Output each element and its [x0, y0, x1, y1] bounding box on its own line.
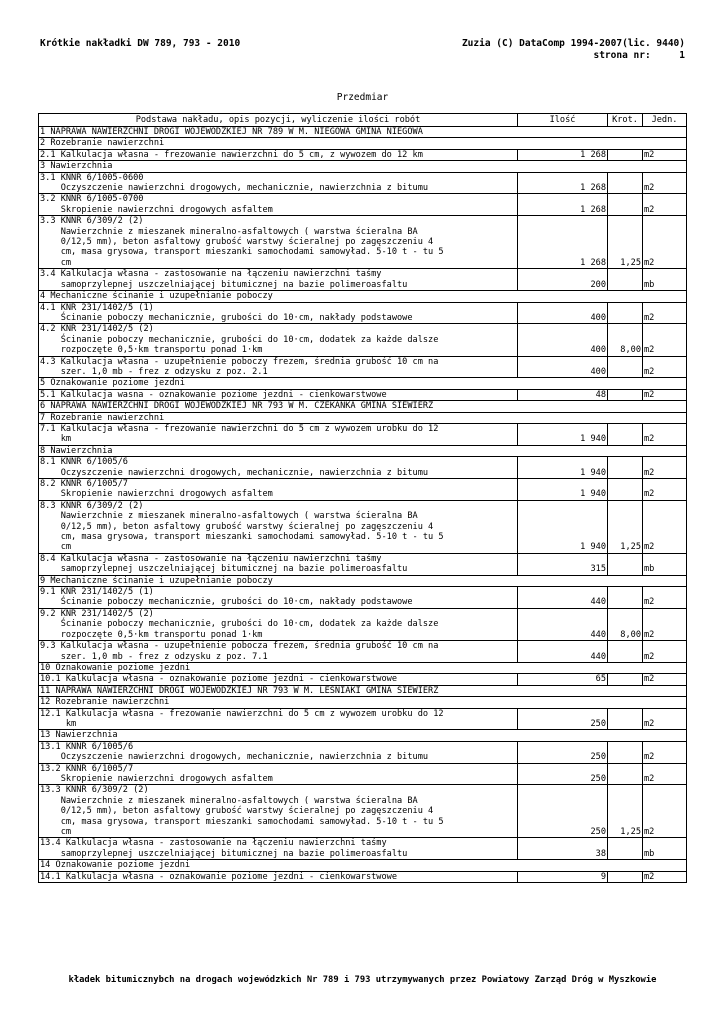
item-description — [39, 708, 518, 730]
program-info: Zuzia (C) DataComp 1994-2007(lic. 9440) — [461, 38, 685, 49]
item-unit: m2 — [643, 587, 687, 609]
item-description — [39, 763, 518, 785]
item-unit: m2 — [643, 216, 687, 269]
item-multiplier: 8,00 — [608, 608, 643, 640]
item-description — [39, 172, 518, 194]
table-row — [39, 194, 687, 216]
description-line: szer. 1,0 mb - frez z odzysku z poz. 7.1 — [40, 651, 268, 662]
item-quantity: 1 268 — [518, 149, 608, 160]
item-multiplier — [608, 871, 643, 882]
description-line: 8.2 KNNR 6/1005/7 — [40, 479, 128, 489]
item-unit: m2 — [643, 172, 687, 194]
description-line: 0/12,5 mm), beton asfaltowy grubość warstwy ścieralnej po zagęszczeniu 4 — [40, 521, 434, 532]
table-row — [39, 423, 687, 445]
description-line: km — [40, 434, 72, 445]
item-multiplier — [608, 838, 643, 860]
item-multiplier: 1,25 — [608, 500, 643, 553]
description-line: 9.3 Kalkulacja własna - uzupełnienie pobocza frezem, średnia grubość 10 cm na — [40, 641, 439, 652]
item-quantity: 250 — [518, 763, 608, 785]
description-line: Ścinanie poboczy mechanicznie, grubości do 10·cm, dodatek za każde dalsze — [40, 619, 439, 630]
table-row — [39, 324, 687, 356]
description-line: 13.2 KNNR 6/1005/7 — [40, 763, 134, 774]
item-unit: mb — [643, 269, 687, 291]
item-quantity: 250 — [518, 708, 608, 730]
description-line: 13.3 KNNR 6/309/2 (2) — [40, 785, 149, 796]
item-multiplier — [608, 172, 643, 194]
description-line: cm — [40, 257, 72, 268]
item-quantity: 1 940 — [518, 457, 608, 479]
item-description — [39, 389, 518, 400]
section-row — [39, 127, 687, 138]
item-quantity: 250 — [518, 741, 608, 763]
item-quantity: 440 — [518, 587, 608, 609]
table-row — [39, 587, 687, 609]
item-unit: m2 — [643, 479, 687, 501]
section-row — [39, 291, 687, 302]
item-quantity: 38 — [518, 838, 608, 860]
description-line: Skropienie nawierzchni drogowych asfaltem — [40, 773, 273, 784]
item-multiplier — [608, 708, 643, 730]
item-unit: m2 — [643, 608, 687, 640]
przedmiar-table — [38, 113, 687, 883]
description-line: rozpoczęte 0,5·km transportu ponad 1·km — [40, 345, 263, 356]
section-title: 10 Oznakowanie poziome jezdni — [39, 662, 687, 673]
section-row — [39, 575, 687, 586]
item-description — [39, 553, 518, 575]
item-unit: m2 — [643, 708, 687, 730]
item-multiplier — [608, 194, 643, 216]
section-title: 5 Oznakowanie poziome jezdni — [39, 378, 687, 389]
item-unit: m2 — [643, 741, 687, 763]
description-line: 13.1 KNNR 6/1005/6 — [40, 741, 134, 752]
item-multiplier — [608, 587, 643, 609]
description-line: Oczyszczenie nawierzchni drogowych, mechanicznie, nawierzchnia z bitumu — [40, 467, 429, 478]
section-title: 8 Nawierzchnia — [39, 445, 687, 456]
item-unit: m2 — [643, 149, 687, 160]
item-quantity: 440 — [518, 641, 608, 663]
description-line: Oczyszczenie nawierzchni drogowych, mechanicznie, nawierzchnia z bitumu — [40, 183, 429, 194]
item-description — [39, 608, 518, 640]
table-header-row — [39, 114, 687, 127]
item-quantity: 400 — [518, 324, 608, 356]
item-multiplier — [608, 741, 643, 763]
item-quantity: 1 268 — [518, 172, 608, 194]
item-quantity: 48 — [518, 389, 608, 400]
section-row — [39, 161, 687, 172]
item-quantity: 440 — [518, 608, 608, 640]
table-row — [39, 479, 687, 501]
section-title: 11 NAPRAWA NAWIERZCHNI DROGI WOJEWÓDZKIEJ NR 793 W M. LEŚNIAKI GMINA SIEWIERZ — [39, 685, 687, 696]
section-title: 13 Nawierzchnia — [39, 730, 687, 741]
table-row — [39, 871, 687, 882]
item-description — [39, 423, 518, 445]
table-row — [39, 172, 687, 194]
item-description — [39, 479, 518, 501]
document-footer: kładek bitumicznybch na drogach wojewódzkich Nr 789 i 793 utrzymywanych przez Powiatowy Zarząd Dróg w Myszkowie — [68, 975, 657, 985]
description-line: cm, masa grysowa, transport mieszanki samochodami samowyład. 5-10 t - tu 5 — [40, 247, 444, 258]
item-unit: m2 — [643, 871, 687, 882]
section-row — [39, 401, 687, 412]
description-line: cm, masa grysowa, transport mieszanki samochodami samowyład. 5-10 t - tu 5 — [40, 816, 444, 827]
item-description — [39, 302, 518, 324]
item-description — [39, 587, 518, 609]
section-row — [39, 697, 687, 708]
page-number: strona nr: 1 — [593, 50, 685, 61]
item-description — [39, 269, 518, 291]
section-title: 6 NAPRAWA NAWIERZCHNI DROGI WOJEWÓDZKIEJ NR 793 W M. CZEKANKA GMINA SIEWIERZ — [39, 401, 687, 412]
description-line: 13.4 Kalkulacja własna - zastosowanie na łączeniu nawierzchni taśmy — [40, 838, 387, 849]
table-row — [39, 389, 687, 400]
item-description — [39, 457, 518, 479]
item-description — [39, 741, 518, 763]
description-line: Nawierzchnie z mieszanek mineralno-asfaltowych ( warstwa ścieralna BA — [40, 795, 418, 806]
description-line: Ścinanie poboczy mechanicznie, grubości do 10·cm, nakłady podstawowe — [40, 312, 413, 323]
description-line: cm — [40, 542, 72, 553]
description-line: samoprzylepnej uszczelniającej bitumicznej na bazie polimeroasfaltu — [40, 564, 408, 575]
item-quantity: 65 — [518, 674, 608, 685]
description-line: 0/12,5 mm), beton asfaltowy grubość warstwy ścieralnej po zagęszczeniu 4 — [40, 237, 434, 248]
item-description — [39, 324, 518, 356]
description-line: 9.1 KNR 231/1402/5 (1) — [40, 587, 154, 598]
description-line: 12.1 Kalkulacja własna - frezowanie nawierzchni do 5 cm z wywozem urobku do 12 — [40, 708, 444, 719]
table-body — [39, 127, 687, 883]
section-title: 3 Nawierzchnia — [39, 161, 687, 172]
description-line: 8.1 KNNR 6/1005/6 — [40, 457, 128, 468]
item-quantity: 1 940 — [518, 500, 608, 553]
section-title: 9 Mechaniczne ścinanie i uzupełnianie poboczy — [39, 575, 687, 586]
item-unit: m2 — [643, 389, 687, 400]
item-multiplier — [608, 763, 643, 785]
item-unit: m2 — [643, 423, 687, 445]
description-line: Oczyszczenie nawierzchni drogowych, mechanicznie, nawierzchnia z bitumu — [40, 752, 429, 763]
item-multiplier — [608, 479, 643, 501]
section-row — [39, 378, 687, 389]
item-description — [39, 194, 518, 216]
table-row — [39, 457, 687, 479]
description-line: Skropienie nawierzchni drogowych asfaltem — [40, 489, 273, 500]
description-line: Skropienie nawierzchni drogowych asfaltem — [40, 204, 273, 215]
item-quantity: 9 — [518, 871, 608, 882]
description-line: 9.2 KNR 231/1402/5 (2) — [40, 608, 154, 619]
description-line: Ścinanie poboczy mechanicznie, grubości do 10·cm, dodatek za każde dalsze — [40, 334, 439, 345]
description-line: 3.1 KNNR 6/1005-0600 — [40, 172, 144, 183]
item-unit: mb — [643, 553, 687, 575]
description-line: Ścinanie poboczy mechanicznie, grubości do 10·cm, nakłady podstawowe — [40, 597, 413, 608]
table-row — [39, 356, 687, 378]
document-header-left: Krótkie nakładki DW 789, 793 - 2010 — [40, 38, 241, 49]
item-multiplier: 1,25 — [608, 216, 643, 269]
item-description — [39, 871, 518, 882]
item-description — [39, 356, 518, 378]
item-multiplier — [608, 423, 643, 445]
item-description — [39, 216, 518, 269]
table-row — [39, 216, 687, 269]
description-line: samoprzylepnej uszczelniającej bitumicznej na bazie polimeroasfaltu — [40, 848, 408, 859]
item-multiplier — [608, 553, 643, 575]
description-line: rozpoczęte 0,5·km transportu ponad 1·km — [40, 629, 263, 640]
description-line: 4.1 KNR 231/1402/5 (1) — [40, 302, 154, 313]
item-unit: m2 — [643, 457, 687, 479]
description-line: 4.3 Kalkulacja własna - uzupełnienie poboczy frezem, średnia grubość 10 cm na — [40, 356, 439, 367]
item-description — [39, 641, 518, 663]
item-description — [39, 500, 518, 553]
section-row — [39, 860, 687, 871]
page-title: Przedmiar — [336, 92, 389, 103]
item-multiplier — [608, 674, 643, 685]
table-row — [39, 269, 687, 291]
table-row — [39, 674, 687, 685]
description-line: cm — [40, 827, 72, 837]
item-unit: m2 — [643, 641, 687, 663]
item-quantity: 315 — [518, 553, 608, 575]
item-unit: m2 — [643, 763, 687, 785]
section-row — [39, 138, 687, 149]
table-row — [39, 763, 687, 785]
description-line: 4.2 KNR 231/1402/5 (2) — [40, 324, 154, 335]
description-line: cm, masa grysowa, transport mieszanki samochodami samowyład. 5-10 t - tu 5 — [40, 532, 444, 543]
description-line: 3.3 KNNR 6/309/2 (2) — [40, 216, 144, 227]
item-multiplier — [608, 149, 643, 160]
description-line: 5.1 Kalkulacja wasna - oznakowanie poziome jezdni - cienkowarstwowe — [40, 389, 387, 400]
item-quantity: 200 — [518, 269, 608, 291]
column-header-desc: Podstawa nakładu, opis pozycji, wyliczenie ilości robót — [39, 114, 518, 127]
table-row — [39, 708, 687, 730]
description-line: 7.1 Kalkulacja własna - frezowanie nawierzchni do 5 cm z wywozem urobku do 12 — [40, 423, 439, 434]
table-row — [39, 641, 687, 663]
column-header-unit: Jedn. — [643, 114, 687, 127]
item-unit: m2 — [643, 302, 687, 324]
item-description — [39, 149, 518, 160]
item-unit: m2 — [643, 356, 687, 378]
section-title: 12 Rozebranie nawierzchni — [39, 697, 687, 708]
description-line: 14.1 Kalkulacja własna - oznakowanie poziome jezdni - cienkowarstwowe — [40, 871, 397, 882]
item-quantity: 1 268 — [518, 216, 608, 269]
description-line: 3.4 Kalkulacja własna - zastosowanie na łączeniu nawierzchni taśmy — [40, 269, 382, 280]
description-line: 8.3 KNNR 6/309/2 (2) — [40, 500, 144, 511]
table-row — [39, 741, 687, 763]
description-line: 3.2 KNNR 6/1005-0700 — [40, 194, 144, 205]
item-unit: mb — [643, 838, 687, 860]
section-title: 1 NAPRAWA NAWIERZCHNI DROGI WOJEWÓDZKIEJ NR 789 W M. NIEGOWA GMINA NIEGOWA — [39, 127, 687, 138]
column-header-qty: Ilość — [518, 114, 608, 127]
section-title: 14 Oznakowanie poziome jezdni — [39, 860, 687, 871]
section-row — [39, 445, 687, 456]
item-multiplier — [608, 641, 643, 663]
table-row — [39, 553, 687, 575]
item-unit: m2 — [643, 785, 687, 838]
column-header-krot: Krot. — [608, 114, 643, 127]
section-title: 7 Rozebranie nawierzchni — [39, 412, 687, 423]
item-quantity: 1 268 — [518, 194, 608, 216]
item-unit: m2 — [643, 194, 687, 216]
description-line: samoprzylepnej uszczelniającej bitumicznej na bazie polimeroasfaltu — [40, 279, 408, 290]
section-title: 4 Mechaniczne ścinanie i uzupełnianie poboczy — [39, 291, 687, 302]
table-row — [39, 302, 687, 324]
section-row — [39, 730, 687, 741]
description-line: Nawierzchnie z mieszanek mineralno-asfaltowych ( warstwa ścieralna BA — [40, 511, 418, 522]
table-row — [39, 500, 687, 553]
description-line: 10.1 Kalkulacja własna - oznakowanie poziome jezdni - cienkowarstwowe — [40, 674, 397, 685]
item-quantity: 1 940 — [518, 423, 608, 445]
description-line: Nawierzchnie z mieszanek mineralno-asfaltowych ( warstwa ścieralna BA — [40, 226, 418, 237]
item-multiplier — [608, 457, 643, 479]
table-row — [39, 608, 687, 640]
item-quantity: 1 940 — [518, 479, 608, 501]
item-quantity: 250 — [518, 785, 608, 838]
description-line: 8.4 Kalkulacja własna - zastosowanie na łączeniu nawierzchni taśmy — [40, 553, 382, 564]
section-row — [39, 412, 687, 423]
item-multiplier: 8,00 — [608, 324, 643, 356]
table-row — [39, 149, 687, 160]
item-multiplier — [608, 302, 643, 324]
item-multiplier — [608, 356, 643, 378]
document-header-right — [462, 38, 685, 62]
item-multiplier — [608, 269, 643, 291]
item-quantity: 400 — [518, 302, 608, 324]
table-row — [39, 785, 687, 838]
table-row — [39, 838, 687, 860]
section-row — [39, 662, 687, 673]
section-row — [39, 685, 687, 696]
description-line: szer. 1,0 mb - frez z odzysku z poz. 2.1 — [40, 366, 268, 377]
item-unit: m2 — [643, 674, 687, 685]
item-unit: m2 — [643, 324, 687, 356]
description-line: km — [40, 718, 77, 729]
item-multiplier: 1,25 — [608, 785, 643, 838]
item-description — [39, 674, 518, 685]
item-multiplier — [608, 389, 643, 400]
item-description — [39, 785, 518, 838]
item-unit: m2 — [643, 500, 687, 553]
section-title: 2 Rozebranie nawierzchni — [39, 138, 687, 149]
item-description — [39, 838, 518, 860]
description-line: 2.1 Kalkulacja własna - frezowanie nawierzchni do 5 cm, z wywozem do 12 km — [40, 149, 423, 160]
description-line: 0/12,5 mm), beton asfaltowy grubość warstwy ścieralnej po zagęszczeniu 4 — [40, 806, 434, 817]
item-quantity: 400 — [518, 356, 608, 378]
